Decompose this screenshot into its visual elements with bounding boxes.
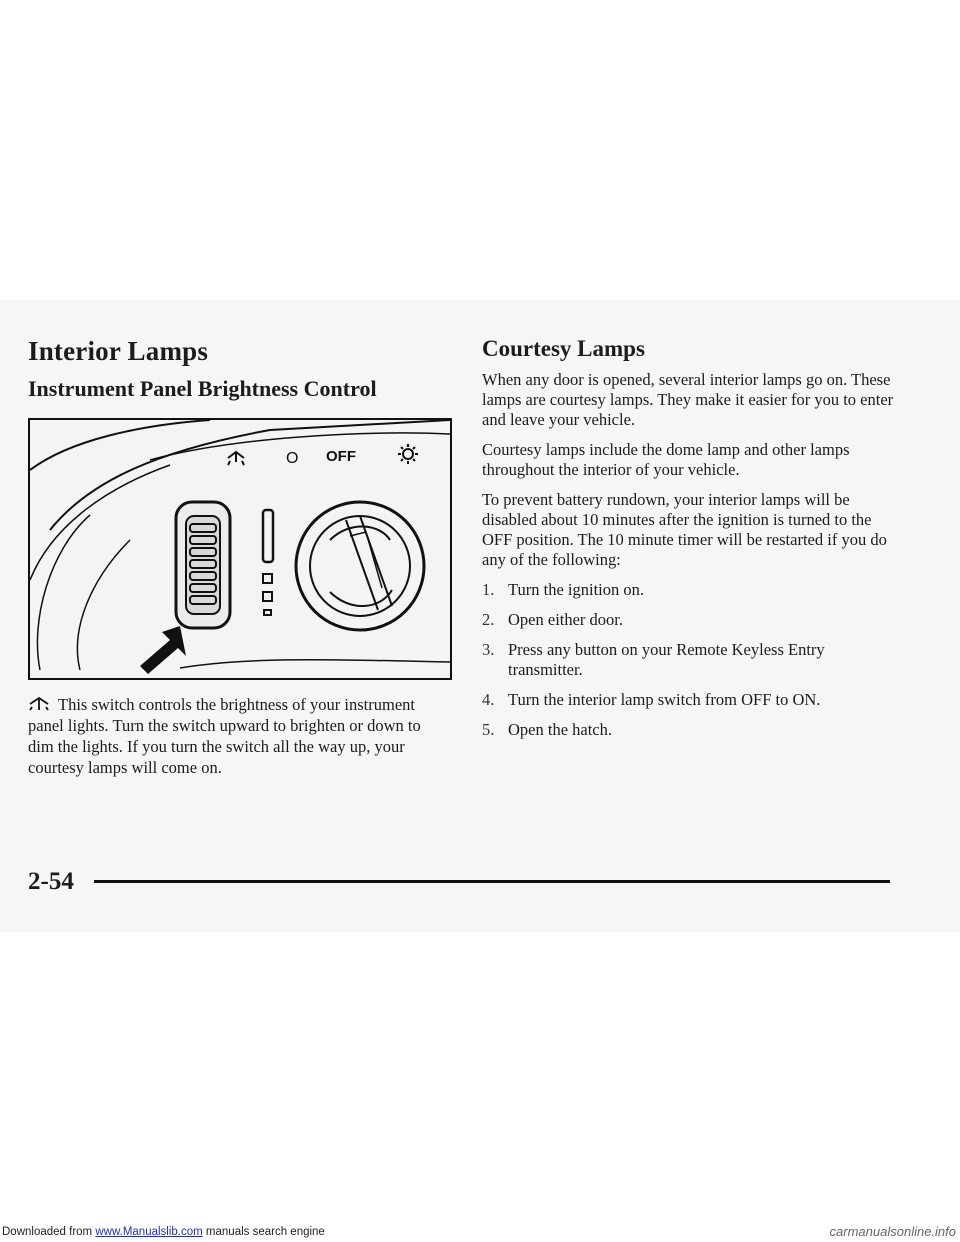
off-label: O [286,450,299,467]
indicator-slot [263,510,273,562]
list-item: 2. Open either door. [482,610,624,629]
instrument-lamp-inline-icon [28,695,50,709]
section-title-courtesy-lamps: Courtesy Lamps [482,336,645,361]
brightness-paragraph [28,694,448,778]
courtesy-paragraph-2: Courtesy lamps include the dome lamp and other lamps throughout the interior of your vehicle. [482,440,850,479]
list-item: 4. Turn the interior lamp switch from OFF to ON. [482,690,821,709]
parking-lamp-label: OFF [326,448,356,465]
download-prefix: Downloaded from [2,1226,93,1238]
section-title-interior-lamps: Interior Lamps [28,336,209,366]
brightness-thumbwheel [176,502,230,628]
courtesy-paragraph-3: To prevent battery rundown, your interior lamps will be disabled about 10 minutes after the ignition is turned to the OFF position. The 10 minute timer will be restarted if you do any of the following: [482,490,887,569]
instrument-panel-figure [28,418,452,680]
page-number: 2-54 [28,868,74,895]
list-item: 5. Open the hatch. [482,720,613,739]
arrow-icon [140,626,186,674]
subsection-title-brightness-control: Instrument Panel Brightness Control [28,376,377,401]
footer-rule [94,880,890,883]
watermark-text: carmanualsonline.info [829,1224,956,1239]
list-item: 1. Turn the ignition on. [482,580,644,599]
parking-lamp-icon [326,448,356,465]
manualslib-link[interactable]: www.Manualslib.com [95,1226,203,1238]
timer-restart-list [482,580,902,740]
courtesy-lamps-body [482,370,902,750]
courtesy-paragraph-1: When any door is opened, several interior lamps go on. These lamps are courtesy lamps. They make it easier for you to enter and leave your vehicle. [482,370,894,429]
list-item: 3. Press any button on your Remote Keyless Entry transmitter. [482,640,825,679]
download-suffix: manuals search engine [205,1226,325,1238]
headlamp-knob [296,502,424,630]
download-footer [0,1224,960,1242]
headlamp-icon [398,444,418,464]
brightness-paragraph-text: This switch controls the brightness of your instrument panel lights. Turn the switch upward to brighten or down to dim the lights. If you turn the switch all the way up, your courtesy lamps will come on. [28,695,421,777]
instrument-lamp-icon [228,452,244,465]
